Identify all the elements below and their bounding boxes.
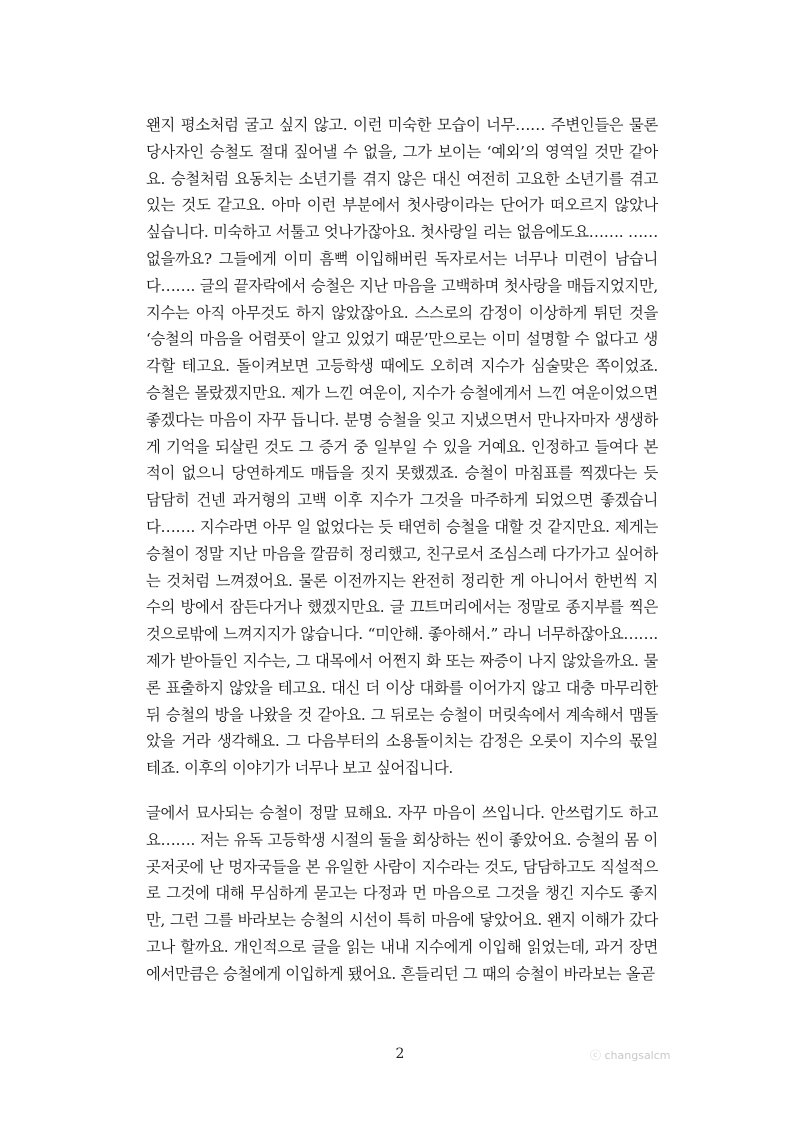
- paragraph-text: 왠지 평소처럼 굴고 싶지 않고. 이런 미숙한 모습이 너무…… 주변인들은 물론 당사자인 승철도 절대 짚어낼 수 없을, 그가 보이는 ‘예외’의 영역일 것만 같아요. 승철처럼 요동치는 소년기를 겪지 않은 대신 여전히 고요한 소년기를 겪고 있는 것도 같고요. 아마 이런 부분에서 첫사랑이라는 단어가 떠오르지 않았나 싶습니다. 미숙하고 서툴고 엇나가잖아요. 첫사랑일 리는 없음에도요……. ……없을까요? 그들에게 이미 흠뻑 이입해버린 독자로서는 너무나 미련이 남습니다……. 글의 끝자락에서 승철은 지난 마음을 고백하며 첫사랑을 매듭지었지만, 지수는 아직 아무것도 하지 않았잖아요. 스스로의 감정이 이상하게 튀던 것을 ‘승철의 마음을 어렴풋이 알고 있었기 때문’만으로는 이미 설명할 수 없다고 생각할 테고요. 돌이켜보면 고등학생 때에도 오히려 지수가 심술맞은 쪽이었죠. 승철은 몰랐겠지만요. 제가 느낀 여운이, 지수가 승철에게서 느낀 여운이었으면 좋겠다는 마음이 자꾸 듭니다. 분명 승철을 잊고 지냈으면서 만나자마자 생생하게 기억을 되살린 것도 그 증거 중 일부일 수 있을 거예요. 인정하고 들여다 본 적이 없으니 당연하게도 매듭을 짓지 못했겠죠. 승철이 마침표를 찍겠다는 듯 담담히 건넨 과거형의 고백 이후 지수가 그것을 마주하게 되었으면 좋겠습니다……. 지수라면 아무 일 없었다는 듯 태연히 승철을 대할 것 같지만요. 제게는 승철이 정말 지난 마음을 깔끔히 정리했고, 친구로서 조심스레 다가가고 싶어하는 것처럼 느껴졌어요. 물론 이전까지는 완전히 정리한 게 아니어서 한번씩 지수의 방에서 잠든다거나 했겠지만요. 글 끄트머리에서는 정말로 종지부를 찍은 것으로밖에 느껴지지가 않습니다. “미안해. 좋아해서.” 라니 너무하잖아요……. 제가 받아들인 지수는, 그 대목에서 어쩐지 화 또는 짜증이 나지 않았을까요. 물론 표출하지 않았을 테고요. 대신 더 이상 대화를 이어가지 않고 대충 마무리한 뒤 승철의 방을 나왔을 것 같아요. 그 뒤로는 승철이 머릿속에서 계속해서 맴돌았을 거라 생각해요. 그 다음부터의 소용돌이치는 감정은 오롯이 지수의 몫일 테죠. 이후의 이야기가 너무나 보고 싶어집니다.: [146, 116, 658, 778]
- copyright-icon: ⓒ: [590, 1049, 601, 1062]
- body-paragraph-2: [146, 800, 658, 988]
- body-paragraph-1: [146, 112, 658, 782]
- watermark-text: changsalcm: [604, 1049, 671, 1062]
- paragraph-text: 글에서 묘사되는 승철이 정말 묘해요. 자꾸 마음이 쓰입니다. 안쓰럽기도 하고요……. 저는 유독 고등학생 시절의 둘을 회상하는 씬이 좋았어요. 승철의 몸 이곳저곳에 난 멍자국들을 본 유일한 사람이 지수라는 것도, 담담하고도 직설적으로 그것에 대해 무심하게 묻고는 다정과 먼 마음으로 그것을 챙긴 지수도 좋지만, 그런 그를 바라보는 승철의 시선이 특히 마음에 닿았어요. 왠지 이해가 갔다고나 할까요. 개인적으로 글을 읽는 내내 지수에게 이입해 읽었는데, 과거 장면에서만큼은 승철에게 이입하게 됐어요. 흔들리던 그 때의 승철이 바라보는 올곧: [146, 804, 658, 983]
- page-number: 2: [395, 1046, 405, 1062]
- copyright-watermark: [590, 1047, 671, 1063]
